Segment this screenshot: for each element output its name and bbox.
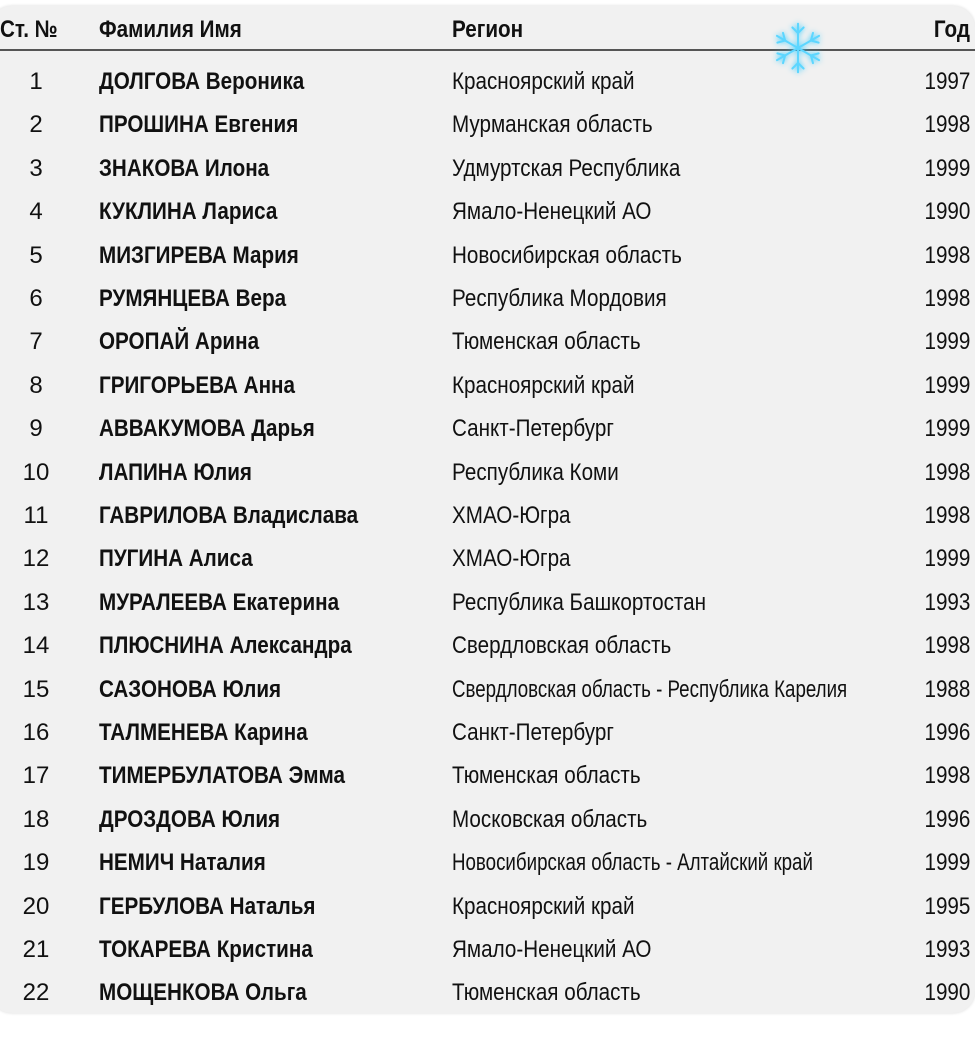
- table-row: [0, 453, 975, 493]
- table-row: [0, 192, 975, 232]
- cell-num-text: 6: [29, 285, 43, 312]
- cell-year: [917, 800, 970, 840]
- header-region-label: Регион: [452, 16, 524, 43]
- cell-region-text: Республика Башкортостан: [452, 588, 707, 616]
- table-row: [0, 756, 975, 796]
- cell-region-text: Тюменская область: [452, 762, 641, 790]
- cell-num: [0, 192, 72, 232]
- cell-name-text: МУРАЛЕЕВА Екатерина: [99, 588, 340, 616]
- cell-name: [99, 670, 311, 710]
- cell-name-text: ОРОПАЙ Арина: [99, 328, 260, 356]
- cell-name-text: ГЕРБУЛОВА Наталья: [99, 892, 316, 920]
- cell-num: [0, 756, 72, 796]
- cell-name-text: НЕМИЧ Наталия: [99, 849, 266, 877]
- cell-year: [917, 887, 970, 927]
- cell-region-text: Удмуртская Республика: [452, 154, 681, 182]
- cell-year-text: 1998: [924, 502, 970, 529]
- cell-year-text: 1996: [924, 719, 970, 746]
- cell-region-text: Республика Мордовия: [452, 285, 667, 312]
- cell-name-text: ТИМЕРБУЛАТОВА Эмма: [99, 762, 346, 790]
- table-row: [0, 62, 975, 102]
- cell-name: [99, 930, 348, 970]
- cell-region: [452, 149, 717, 189]
- header-year: [928, 14, 970, 46]
- cell-year: [917, 149, 970, 189]
- cell-name-text: ЗНАКОВА Илона: [99, 154, 270, 182]
- cell-num-text: 12: [22, 545, 50, 573]
- cell-region-text: Красноярский край: [452, 892, 635, 920]
- cell-num: [0, 887, 72, 927]
- cell-region-text: Свердловская область - Республика Карелия: [452, 675, 848, 703]
- table-row: [0, 105, 975, 145]
- cell-name-text: КУКЛИНА Лариса: [99, 198, 278, 226]
- table-row: [0, 713, 975, 753]
- cell-num: [0, 236, 72, 276]
- cell-num-text: 14: [22, 632, 50, 660]
- cell-name-text: САЗОНОВА Юлия: [99, 675, 282, 703]
- header-name: [99, 14, 265, 46]
- cell-num: [0, 279, 72, 319]
- cell-year: [917, 756, 970, 796]
- cell-num-text: 19: [22, 849, 50, 877]
- cell-region-text: Санкт-Петербург: [452, 415, 614, 443]
- cell-region: [452, 539, 590, 579]
- cell-name-text: ТОКАРЕВА Кристина: [99, 936, 313, 963]
- cell-year: [917, 62, 970, 102]
- table-row: [0, 539, 975, 579]
- cell-num: [0, 843, 72, 883]
- cell-region-text: Республика Коми: [452, 458, 619, 486]
- cell-name-text: ПЛЮСНИНА Александра: [99, 632, 352, 660]
- cell-year: [917, 930, 970, 970]
- cell-region: [452, 236, 719, 276]
- header-num: [0, 14, 67, 46]
- cell-num-text: 20: [22, 892, 50, 920]
- table-row: [0, 279, 975, 319]
- cell-region-text: Ямало-Ненецкий АО: [452, 936, 652, 963]
- cell-num: [0, 713, 72, 753]
- cell-name: [99, 583, 378, 623]
- cell-year: [917, 973, 970, 1013]
- cell-region-text: Тюменская область: [452, 328, 641, 356]
- cell-name-text: ГАВРИЛОВА Владислава: [99, 502, 359, 529]
- cell-num-text: 7: [29, 328, 43, 356]
- cell-num-text: 4: [29, 198, 43, 226]
- cell-name: [99, 366, 327, 406]
- cell-name-text: ДОЛГОВА Вероника: [99, 68, 305, 95]
- cell-name: [99, 192, 306, 232]
- cell-region-text: Свердловская область: [452, 632, 672, 660]
- cell-num: [0, 409, 72, 449]
- cell-year: [917, 713, 970, 753]
- cell-year: [917, 539, 970, 579]
- cell-name-text: ГРИГОРЬЕВА Анна: [99, 371, 295, 399]
- header-num-label: Ст. №: [0, 16, 58, 43]
- cell-year: [917, 279, 970, 319]
- header-region: [452, 14, 535, 46]
- cell-year-text: 1998: [924, 111, 970, 139]
- cell-region: [452, 930, 684, 970]
- cell-region: [452, 843, 915, 883]
- cell-year-text: 1999: [924, 849, 970, 877]
- cell-name-text: МОЩЕНКОВА Ольга: [99, 979, 307, 1007]
- cell-year-text: 1999: [924, 545, 970, 573]
- cell-region-text: Новосибирская область: [452, 241, 682, 269]
- cell-year: [917, 670, 970, 710]
- cell-num: [0, 800, 72, 840]
- cell-num: [0, 583, 72, 623]
- cell-region: [452, 322, 671, 362]
- cell-year-text: 1999: [924, 371, 970, 399]
- cell-name-text: ПУГИНА Алиса: [99, 545, 253, 573]
- cell-num-text: 9: [29, 415, 43, 443]
- cell-year-text: 1990: [924, 198, 970, 226]
- cell-num: [0, 322, 72, 362]
- table-row: [0, 149, 975, 189]
- cell-name: [99, 843, 293, 883]
- table-row: [0, 887, 975, 927]
- cell-num: [0, 366, 72, 406]
- cell-region-text: ХМАО-Югра: [452, 502, 571, 529]
- cell-year-text: 1993: [924, 936, 970, 963]
- cell-region: [452, 453, 646, 493]
- cell-year-text: 1998: [924, 762, 970, 790]
- table-row: [0, 236, 975, 276]
- cell-num: [0, 149, 72, 189]
- cell-region-text: Ямало-Ненецкий АО: [452, 198, 652, 226]
- table-row: [0, 322, 975, 362]
- cell-region-text: Мурманская область: [452, 111, 653, 139]
- table-row: [0, 409, 975, 449]
- cell-year: [917, 192, 970, 232]
- cell-region: [452, 583, 747, 623]
- cell-num-text: 16: [22, 719, 50, 746]
- cell-region-text: Санкт-Петербург: [452, 719, 614, 746]
- cell-region-text: Новосибирская область - Алтайский край: [452, 849, 813, 877]
- cell-num-text: 21: [22, 936, 50, 963]
- header-name-label: Фамилия Имя: [99, 16, 242, 43]
- table-row: [0, 843, 975, 883]
- cell-year: [917, 843, 970, 883]
- cell-num: [0, 453, 72, 493]
- cell-num-text: 3: [29, 154, 43, 182]
- cell-year: [917, 626, 970, 666]
- cell-region: [452, 713, 640, 753]
- cell-year-text: 1998: [924, 285, 970, 312]
- cell-name-text: АВВАКУМОВА Дарья: [99, 415, 315, 443]
- cell-year-text: 1998: [924, 458, 970, 486]
- cell-num: [0, 930, 72, 970]
- cell-name: [99, 279, 317, 319]
- cell-num-text: 8: [29, 371, 43, 399]
- cell-name-text: РУМЯНЦЕВА Вера: [99, 285, 287, 312]
- cell-year-text: 1997: [924, 68, 970, 95]
- cell-num-text: 18: [22, 805, 50, 833]
- cell-region: [452, 670, 959, 710]
- table-row: [0, 626, 975, 666]
- header-year-label: Год: [933, 16, 970, 43]
- cell-region-text: ХМАО-Югра: [452, 545, 571, 573]
- cell-name-text: ПРОШИНА Евгения: [99, 111, 299, 139]
- cell-year-text: 1999: [924, 154, 970, 182]
- cell-num: [0, 670, 72, 710]
- cell-year: [917, 366, 970, 406]
- cell-year: [917, 236, 970, 276]
- cell-year: [917, 496, 970, 536]
- cell-region: [452, 973, 671, 1013]
- cell-name-text: ДРОЗДОВА Юлия: [99, 805, 281, 833]
- cell-num-text: 5: [29, 241, 43, 269]
- cell-year-text: 1999: [924, 328, 970, 356]
- cell-num-text: 13: [22, 588, 50, 616]
- cell-region: [452, 496, 590, 536]
- cell-region: [452, 800, 679, 840]
- cell-region-text: Красноярский край: [452, 371, 635, 399]
- cell-name: [99, 973, 341, 1013]
- table-header: [0, 14, 975, 50]
- cell-year-text: 1995: [924, 892, 970, 920]
- cell-year-text: 1990: [924, 979, 970, 1007]
- cell-year: [917, 583, 970, 623]
- cell-region: [452, 409, 640, 449]
- table-row: [0, 973, 975, 1013]
- cell-name-text: ЛАПИНА Юлия: [99, 458, 252, 486]
- cell-region: [452, 62, 664, 102]
- table-row: [0, 366, 975, 406]
- cell-name: [99, 409, 350, 449]
- cell-name-text: ТАЛМЕНЕВА Карина: [99, 719, 308, 746]
- cell-year-text: 1993: [924, 588, 970, 616]
- cell-name: [99, 322, 285, 362]
- cell-num-text: 2: [29, 111, 43, 139]
- table-row: [0, 800, 975, 840]
- table-row: [0, 583, 975, 623]
- cell-name: [99, 149, 297, 189]
- cell-region-text: Тюменская область: [452, 979, 641, 1007]
- cell-num-text: 10: [22, 458, 50, 486]
- cell-year: [917, 322, 970, 362]
- cell-year-text: 1998: [924, 632, 970, 660]
- cell-year-text: 1996: [924, 805, 970, 833]
- cell-year-text: 1988: [924, 675, 970, 703]
- table-row: [0, 930, 975, 970]
- cell-num: [0, 539, 72, 579]
- cell-num: [0, 496, 72, 536]
- cell-name: [99, 62, 338, 102]
- cell-year-text: 1999: [924, 415, 970, 443]
- cell-name: [99, 800, 310, 840]
- cell-region: [452, 279, 702, 319]
- cell-region-text: Московская область: [452, 805, 648, 833]
- cell-year: [917, 409, 970, 449]
- table-row: [0, 496, 975, 536]
- cell-num-text: 11: [23, 502, 49, 529]
- cell-name: [99, 453, 277, 493]
- cell-num: [0, 973, 72, 1013]
- cell-name: [99, 236, 331, 276]
- cell-name-text: МИЗГИРЕВА Мария: [99, 241, 299, 269]
- cell-year: [917, 105, 970, 145]
- cell-name: [99, 105, 331, 145]
- cell-year-text: 1998: [924, 241, 970, 269]
- cell-name: [99, 539, 278, 579]
- cell-num: [0, 626, 72, 666]
- cell-year: [917, 453, 970, 493]
- cell-name: [99, 887, 351, 927]
- cell-region: [452, 626, 707, 666]
- cell-name: [99, 756, 385, 796]
- cell-region: [452, 105, 685, 145]
- cell-region: [452, 756, 671, 796]
- header-divider: [0, 49, 975, 51]
- cell-name: [99, 496, 400, 536]
- cell-num-text: 15: [22, 675, 50, 703]
- cell-region-text: Красноярский край: [452, 68, 635, 95]
- table-row: [0, 670, 975, 710]
- cell-region: [452, 192, 684, 232]
- cell-region: [452, 366, 664, 406]
- cell-num-text: 17: [22, 762, 50, 790]
- cell-num: [0, 105, 72, 145]
- cell-region: [452, 887, 664, 927]
- cell-num-text: 22: [22, 979, 50, 1007]
- cell-name: [99, 713, 342, 753]
- cell-num: [0, 62, 72, 102]
- cell-name: [99, 626, 393, 666]
- cell-num-text: 1: [29, 68, 43, 95]
